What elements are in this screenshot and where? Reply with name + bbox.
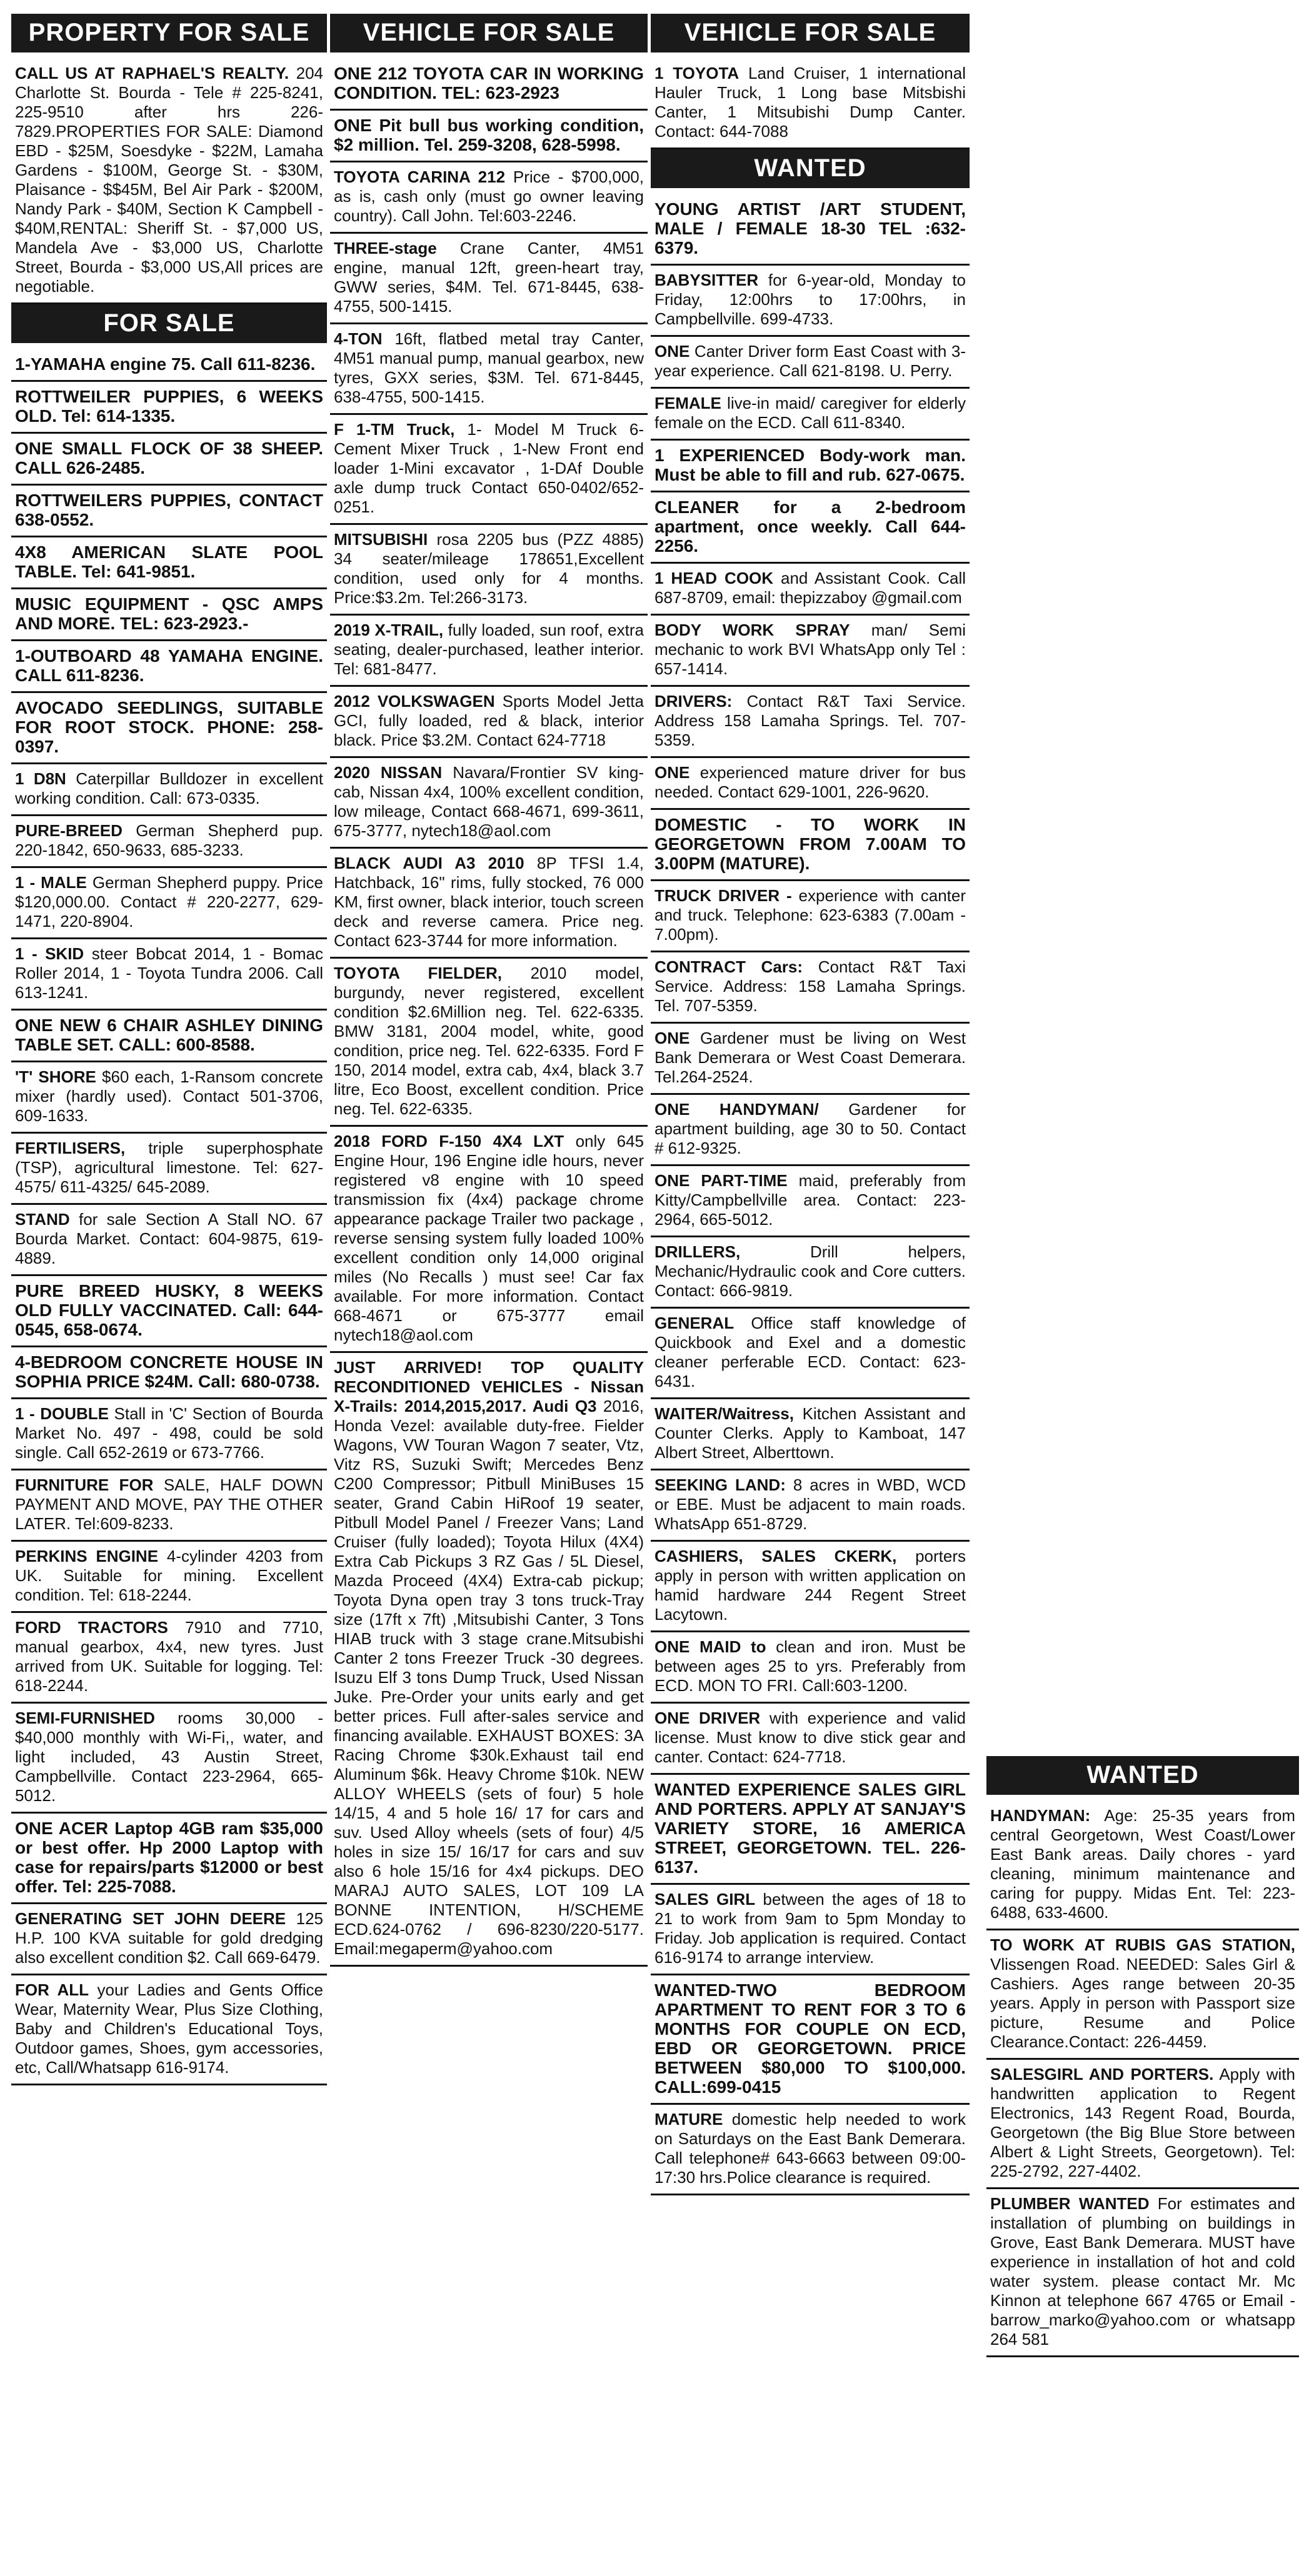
section-header: WANTED [651, 149, 970, 188]
ad-body: Stall in 'C' Section of Bourda Market No. 497 - 498, could be sold single. Call 652-2619 or 673-7766. [15, 1404, 323, 1462]
ad-body: Gardener for apartment building, age 30 to 50. Contact # 612-9325. [654, 1100, 966, 1157]
ad-lead: BODY WORK SPRAY [654, 621, 850, 639]
section-header: PROPERTY FOR SALE [11, 14, 327, 52]
ad-lead: 1 TOYOTA [654, 64, 740, 82]
classified-ad [651, 616, 970, 687]
classified-ad [11, 537, 327, 589]
classified-ad [11, 349, 327, 382]
section-header: VEHICLE FOR SALE [651, 14, 970, 52]
ad-lead: FOR ALL [15, 1980, 89, 1999]
classified-ad [330, 525, 648, 616]
ad-body: your Ladies and Gents Office Wear, Maternity Wear, Plus Size Clothing, Baby and Children's Educational Toys, Outdoor games, Shoes, gym accessories, etc, Call/Whatsapp 616-9174. [15, 1980, 323, 2077]
ad-lead: 4X8 AMERICAN SLATE POOL TABLE. Tel: 641-9851. [15, 542, 323, 581]
ad-lead: TOYOTA CARINA 212 [334, 167, 506, 186]
classified-ad [11, 434, 327, 486]
ad-lead: THREE-stage [334, 239, 437, 257]
ad-lead: 2018 FORD F-150 4X4 LXT [334, 1132, 564, 1151]
classified-ad [651, 1704, 970, 1775]
classified-ad [330, 59, 648, 111]
ad-body: Drill helpers, Mechanic/Hydraulic cook and Core cutters. Contact: 666-9819. [654, 1242, 966, 1300]
ad-lead: 1 - MALE [15, 873, 87, 892]
ad-lead: 1-YAMAHA engine 75. Call 611-8236. [15, 354, 316, 374]
ad-lead: ONE [654, 1029, 690, 1047]
classified-ad [651, 337, 970, 389]
ad-body: Canter Driver form East Coast with 3-year experience. Call 621-8198. U. Perry. [654, 342, 966, 380]
ad-lead: TOYOTA FIELDER, [334, 964, 502, 982]
ad-lead: ONE SMALL FLOCK OF 38 SHEEP. CALL 626-2485. [15, 439, 323, 477]
classified-ad [330, 616, 648, 687]
ad-lead: 4-TON [334, 329, 383, 348]
ad-body: man/ Semi mechanic to work BVI WhatsApp only Tel : 657-1414. [654, 621, 966, 678]
classified-ad [11, 1276, 327, 1347]
ad-lead: SEMI-FURNISHED [15, 1709, 155, 1727]
ad-body: Apply with handwritten application to Regent Electronics, 143 Regent Road, Bourda, Georgetown (the Big Blue Store between Albert & Light Streets, Georgetown). Tel: 225-2792, 227-4402. [990, 2065, 1295, 2180]
ad-body: 16ft, flatbed metal tray Canter, 4M51 manual pump, manual gearbox, new tyres, GXX series, $3M. Tel. 671-8445, 638-4755, 500-1415. [334, 329, 644, 406]
ad-lead: CLEANER for a 2-bedroom apartment, once weekly. Call 644-2256. [654, 497, 966, 556]
ad-body: domestic help needed to work on Saturdays on the East Bank Demerara. Call telephone# 643-6663 between 09:00-17:30 hrs.Police clearance is required. [654, 2110, 966, 2187]
ad-lead: ONE [654, 763, 690, 782]
ad-body: and Assistant Cook. Call 687-8709, email: thepizzaboy @gmail.com [654, 569, 966, 607]
ad-lead: F 1-TM Truck, [334, 420, 455, 439]
ad-lead: 2019 X-TRAIL, [334, 621, 444, 639]
ad-body: experience with canter and truck. Telephone: 623-6383 (7.00am - 7.00pm). [654, 886, 966, 944]
ad-body: 7910 and 7710, manual gearbox, 4x4, new tyres. Just arrived from UK. Suitable for logging. Tel: 618-2244. [15, 1618, 323, 1695]
ad-lead: WANTED EXPERIENCE SALES GIRL AND PORTERS. APPLY AT SANJAY'S VARIETY STORE, 16 AMERICA STREET, GEORGETOWN. TEL. 226-6137. [654, 1780, 966, 1877]
ad-lead: BLACK AUDI A3 2010 [334, 854, 524, 872]
ad-body: 4-cylinder 4203 from UK. Suitable for mining. Excellent condition. Tel: 618-2244. [15, 1547, 323, 1604]
ad-body: Land Cruiser, 1 international Hauler Truck, 1 Long base Mitsbishi Canter, 1 Mitsubishi Dump Canter. Contact: 644-7088 [654, 64, 966, 141]
ad-lead: ONE DRIVER [654, 1709, 761, 1727]
ad-lead: SALESGIRL AND PORTERS. [990, 2065, 1214, 2084]
classified-ad [11, 641, 327, 693]
classified-ad [11, 59, 327, 304]
ad-lead: MITSUBISHI [334, 530, 428, 549]
classified-ad [651, 1885, 970, 1975]
ad-lead: STAND [15, 1210, 70, 1229]
classified-ad [330, 162, 648, 234]
ad-body: German Shepherd puppy. Price $120,000.00. Contact # 220-2277, 629-1471, 220-8904. [15, 873, 323, 931]
ad-lead: MUSIC EQUIPMENT - QSC AMPS AND MORE. TEL: 623-2923.- [15, 594, 323, 633]
classified-ad [651, 1975, 970, 2105]
classified-ad [330, 1353, 648, 1967]
ad-body: fully loaded, sun roof, extra seating, dealer-purchased, leather interior. Tel: 681-8477. [334, 621, 644, 678]
ad-body: for sale Section A Stall NO. 67 Bourda Market. Contact: 604-9875, 619-4889. [15, 1210, 324, 1267]
ad-body: Office staff knowledge of Quickbook and Exel and a domestic cleaner perferable ECD. Contact: 623-6431. [654, 1314, 966, 1390]
classified-ad [11, 589, 327, 641]
ad-lead: ONE HANDYMAN/ [654, 1100, 819, 1119]
ad-lead: 1 D8N [15, 769, 66, 788]
ad-body: 8 acres in WBD, WCD or EBE. Must be adjacent to main roads. WhatsApp 651-8729. [654, 1475, 966, 1533]
classified-ad [11, 1011, 327, 1062]
ad-lead: CALL US AT RAPHAEL'S REALTY. [15, 64, 289, 82]
ad-lead: ONE Pit bull bus working condition, $2 million. Tel. 259-3208, 628-5998. [334, 116, 644, 154]
ad-lead: PERKINS ENGINE [15, 1547, 159, 1565]
ad-lead: 1-OUTBOARD 48 YAMAHA ENGINE. CALL 611-8236. [15, 646, 323, 685]
classified-ad [330, 234, 648, 324]
ad-body: Contact R&T Taxi Service. Address 158 Lamaha Springs. Tel. 707-5359. [654, 692, 966, 749]
ad-lead: FEMALE [654, 394, 721, 412]
classified-ad [986, 1930, 1299, 2060]
ad-body: maid, preferably from Kitty/Campbellville area. Contact: 223-2964, 665-5012. [654, 1171, 966, 1229]
classified-ad [651, 1024, 970, 1095]
ad-body: Kitchen Assistant and Counter Clerks. Apply to Kamboat, 147 Albert Street, Alberttown. [654, 1404, 966, 1462]
classified-ad [651, 389, 970, 441]
ad-body: Price - $700,000, as is, cash only (must go owner leaving country). Call John. Tel:603-2246. [334, 167, 644, 225]
classified-ad [651, 266, 970, 337]
classified-ad [330, 324, 648, 415]
classified-ad [651, 1542, 970, 1632]
ad-lead: PURE BREED HUSKY, 8 WEEKS OLD FULLY VACCINATED. Call: 644-0545, 658-0674. [15, 1281, 323, 1339]
ad-lead: FORD TRACTORS [15, 1618, 168, 1637]
ad-body: experienced mature driver for bus needed. Contact 629-1001, 226-9620. [654, 763, 966, 801]
ad-body: 8P TFSI 1.4, Hatchback, 16" rims, fully stocked, 76 000 KM, first owner, black interior, touch screen deck and reverse camera. Price neg. Contact 623-3744 for more information. [334, 854, 644, 950]
classified-ad [330, 849, 648, 959]
ad-body: 2016, Honda Vezel: available duty-free. Fielder Wagons, VW Touran Wagon 7 seater, Vtz, Vitz RS, Suzuki Swift; Mercedes Benz C200 Compressor; Pitbull MiniBuses 15 seater, Grand Cabin HiRoof 19 seater, Pitbull Model Panel / Freezer Vans; Land Cruiser (fully loaded); Toyota Hilux (4X4) Extra Cab Pickups 3 RZ Gas / 5L Diesel, Mazda Proceed (4X4) Extra-cab pickup; Toyota Dyna open tray 3 tons truck-Tray size (17ft x 7ft) ,Mitsubishi Canter, 3 Tons HIAB truck with 3 stage crane.Mitsubishi Canter 2 tons Freezer Truck -30 degrees. Isuzu Elf 3 tons Dump Truck, Used Nissan Juke. Pre-Order your units early and get better prices. Full after-sales service and financing available. EXHAUST BOXES: 3A Racing Chrome $30k.Exhaust tail end Aluminum $6k. Heavy Chrome $10k. NEW ALLOY WHEELS (sets of four) 5 hole 14/15, 4 and 5 hole 16/ 17 for cars and suv. Used Alloy wheels (sets of four) 4/5 holes in size 15/ 16/17 for cars and suv also 6 hole 15/16 for 4x4 pickups. DEO MARAJ AUTO SALES, LOT 109 LA BONNE INTENTION, H/SCHEME ECD.624-0762 / 696-8230/220-5177. Email:megaperm@yahoo.com [334, 1397, 644, 1958]
ad-lead: SEEKING LAND: [654, 1475, 786, 1494]
ad-body: German Shepherd pup. 220-1842, 650-9633, 685-3233. [15, 821, 323, 859]
ad-lead: BABYSITTER [654, 271, 759, 289]
classified-ad [11, 1399, 327, 1470]
classified-ad [11, 1347, 327, 1399]
ad-body: rooms 30,000 - $40,000 monthly with Wi-Fi,, water, and light included, 43 Austin Street, Campbellville. Contact 223-2964, 665-5012. [15, 1709, 323, 1805]
column-3 [651, 14, 970, 2195]
classified-ad [651, 1095, 970, 1166]
ad-body: Contact R&T Taxi Service. Address: 158 Lamaha Springs. Tel. 707-5359. [654, 957, 966, 1015]
classified-ad [651, 1166, 970, 1237]
classified-ad [11, 868, 327, 939]
classified-ad [651, 758, 970, 810]
classified-ad [11, 939, 327, 1011]
classified-ad [330, 687, 648, 758]
ad-lead: 1 - SKID [15, 944, 84, 963]
ad-body: Vlissengen Road. NEEDED: Sales Girl & Cashiers. Ages range between 20-35 years. Apply in person with Passport size picture, Resume and Police Clearance.Contact: 226-4459. [990, 1955, 1295, 2051]
classified-ad [330, 1127, 648, 1353]
classified-ad [11, 486, 327, 537]
ad-body: Caterpillar Bulldozer in excellent working condition. Call: 673-0335. [15, 769, 323, 807]
classified-ad [651, 1237, 970, 1309]
section-header: WANTED [986, 1756, 1299, 1795]
classified-ad [11, 1134, 327, 1205]
classified-ad [651, 1632, 970, 1704]
ad-lead: 1 EXPERIENCED Body-work man. Must be able to fill and rub. 627-0675. [654, 446, 966, 484]
classified-ad [986, 2060, 1299, 2189]
ad-lead: PURE-BREED [15, 821, 123, 840]
classified-ad [651, 952, 970, 1024]
classified-ad [11, 1704, 327, 1814]
ad-lead: GENERATING SET JOHN DEERE [15, 1909, 286, 1928]
classified-ad [11, 1542, 327, 1613]
ad-body: for 6-year-old, Monday to Friday, 12:00hrs to 17:00hrs, in Campbellville. 699-4733. [654, 271, 966, 328]
classified-ad [651, 194, 970, 266]
classified-ad [651, 59, 970, 149]
ad-body: Age: 25-35 years from central Georgetown, West Coast/Lower East Bank areas. Daily chores - yard cleaning, minimum maintenance and caring for puppy. Midas Ent. Tel: 223-6488, 633-4600. [990, 1806, 1295, 1922]
ad-lead: JUST ARRIVED! TOP QUALITY RECONDITIONED VEHICLES - Nissan X-Trails: 2014,2015,2017. Audi Q3 [334, 1358, 644, 1415]
ad-body: 204 Charlotte St. Bourda - Tele # 225-8241, 225-9510 after hrs 226-7829.PROPERTIES FOR SALE: Diamond EBD - $25M, Soesdyke - $22M, Lamaha Gardens - $100M, George St. - $30M, Plaisance - $$45M, Bel Air Park - $200M, Nandy Park - $40M, Section K Campbell - $40M,RENTAL: Sheriff St. - $7,000 US, Mandela Ave - $3,000 US, Charlotte Street, Bourda - $3,000 US,All prices are negotiable. [15, 64, 323, 296]
ad-body: $60 each, 1-Ransom concrete mixer (hardly used). Contact 501-3706, 609-1633. [15, 1067, 324, 1125]
ad-lead: ONE [654, 342, 690, 361]
ad-lead: WANTED-TWO BEDROOM APARTMENT TO RENT FOR 3 TO 6 MONTHS FOR COUPLE ON ECD, EBD OR GEORGETOWN. PRICE BETWEEN $80,000 TO $100,000. CALL:699-0415 [654, 1980, 966, 2097]
classified-ad [651, 441, 970, 492]
ad-lead: CONTRACT Cars: [654, 957, 803, 976]
ad-lead: GENERAL [654, 1314, 735, 1332]
ad-lead: ONE ACER Laptop 4GB ram $35,000 or best offer. Hp 2000 Laptop with case for repairs/parts $12000 or best offer. Tel: 225-7088. [15, 1819, 323, 1896]
ad-body: SALE, HALF DOWN PAYMENT AND MOVE, PAY THE OTHER LATER. Tel:609-8233. [15, 1475, 323, 1533]
classified-ad [330, 959, 648, 1127]
ad-lead: SALES GIRL [654, 1890, 756, 1909]
classified-ad [11, 1470, 327, 1542]
classified-ad [11, 1205, 327, 1276]
classified-ad [651, 1470, 970, 1542]
ad-lead: HANDYMAN: [990, 1806, 1091, 1825]
classified-ad [651, 2105, 970, 2195]
ad-body: live-in maid/ caregiver for elderly female on the ECD. Call 611-8340. [654, 394, 966, 432]
ad-body: porters apply in person with written application on hamid hardware 244 Regent Street Lacytown. [654, 1547, 966, 1624]
classified-ad [330, 758, 648, 849]
ad-lead: MATURE [654, 2110, 723, 2129]
ad-body: between the ages of 18 to 21 to work from 9am to 5pm Monday to Friday. Job application is required. Contact 616-9174 to arrange interview. [654, 1890, 966, 1967]
column-2 [330, 14, 648, 1967]
classified-ad [11, 764, 327, 816]
ad-body: 125 H.P. 100 KVA suitable for gold dredging also excellent condition $2. Call 669-6479. [15, 1909, 323, 1967]
ad-lead: 1 HEAD COOK [654, 569, 774, 587]
ad-lead: YOUNG ARTIST /ART STUDENT, MALE / FEMALE 18-30 TEL :632-6379. [654, 199, 966, 257]
ad-lead: FERTILISERS, [15, 1139, 126, 1157]
ad-lead: 4-BEDROOM CONCRETE HOUSE IN SOPHIA PRICE $24M. Call: 680-0738. [15, 1352, 323, 1391]
ad-lead: 2012 VOLKSWAGEN [334, 692, 495, 711]
ad-lead: ROTTWEILERS PUPPIES, CONTACT 638-0552. [15, 491, 323, 529]
classified-ad [11, 1975, 327, 2085]
ad-lead: ROTTWEILER PUPPIES, 6 WEEKS OLD. Tel: 614-1335. [15, 387, 323, 426]
classified-ad [11, 1613, 327, 1704]
ad-lead: ONE 212 TOYOTA CAR IN WORKING CONDITION. TEL: 623-2923 [334, 64, 644, 102]
classified-ad [11, 1814, 327, 1904]
ad-lead: DOMESTIC - TO WORK IN GEORGETOWN FROM 7.00AM TO 3.00PM (MATURE). [654, 815, 966, 873]
ad-body: Crane Canter, 4M51 engine, manual 12ft, green-heart tray, GWW series, $4M. Tel. 671-8445, 638-4755, 500-1415. [334, 239, 644, 316]
column-1 [11, 14, 327, 2085]
ad-body: For estimates and installation of plumbing on buildings in Grove, East Bank Demerara. MUST have experience in installation of hot and cold water system. please contact Mr. Mc Kinnon at telephone 667 4765 or Email - barrow_marko@yahoo.com or whatsapp 264 581 [990, 2194, 1296, 2349]
classified-ad [11, 1904, 327, 1975]
classified-ad [651, 1399, 970, 1470]
ad-body: steer Bobcat 2014, 1 - Bomac Roller 2014, 1 - Toyota Tundra 2006. Call 613-1241. [15, 944, 324, 1002]
classified-ad [330, 415, 648, 525]
ad-lead: TRUCK DRIVER - [654, 886, 792, 905]
ad-body: rosa 2205 bus (PZZ 4885) 34 seater/mileage 178651,Excellent condition, used only for 4 months. Price:$3.2m. Tel:266-3173. [334, 530, 644, 607]
ad-lead: AVOCADO SEEDLINGS, SUITABLE FOR ROOT STOCK. PHONE: 258-0397. [15, 698, 323, 756]
classified-ad [651, 1309, 970, 1399]
ad-lead: DRIVERS: [654, 692, 733, 711]
ad-body: Sports Model Jetta GCI, fully loaded, red & black, interior black. Price $3.2M. Contact 624-7718 [334, 692, 644, 749]
ad-body: with experience and valid license. Must know to dive stick gear and canter. Contact: 624-7718. [654, 1709, 966, 1766]
ad-body: clean and iron. Must be between ages 25 to yrs. Preferably from ECD. MON TO FRI. Call:603-1200. [654, 1637, 966, 1695]
classified-ad [651, 564, 970, 616]
ad-lead: 'T' SHORE [15, 1067, 96, 1086]
ad-lead: ONE PART-TIME [654, 1171, 788, 1190]
classified-ad [651, 687, 970, 758]
ad-lead: PLUMBER WANTED [990, 2194, 1150, 2213]
ad-lead: TO WORK AT RUBIS GAS STATION, [990, 1935, 1295, 1954]
column-4 [986, 1756, 1299, 2357]
ad-lead: WAITER/Waitress, [654, 1404, 794, 1423]
classified-ad [651, 492, 970, 564]
ad-lead: 1 - DOUBLE [15, 1404, 109, 1423]
classified-ad [651, 881, 970, 952]
classified-ad [986, 2189, 1299, 2357]
classified-ad [986, 1801, 1299, 1930]
ad-lead: DRILLERS, [654, 1242, 741, 1261]
classified-ad [11, 382, 327, 434]
section-header: FOR SALE [11, 304, 327, 343]
ad-body: triple superphosphate (TSP), agricultural limestone. Tel: 627-4575/ 611-4325/ 645-2089. [15, 1139, 323, 1196]
classified-ad [330, 111, 648, 162]
ad-lead: CASHIERS, SALES CKERK, [654, 1547, 897, 1565]
ad-body: Gardener must be living on West Bank Demerara or West Coast Demerara. Tel.264-2524. [654, 1029, 966, 1086]
ad-lead: FURNITURE FOR [15, 1475, 154, 1494]
ad-body: 2010 model, burgundy, never registered, excellent condition $2.6Million neg. Tel. 622-6335. BMW 3181, 2004 model, white, good condition, price neg. Tel. 622-6335. Ford F 150, 2014 model, extra cab, 4x4, black 3.7 litre, Eco Boost, excellent condition. Price neg. Tel. 622-6335. [334, 964, 644, 1118]
classified-ad [651, 1775, 970, 1885]
ad-lead: ONE MAID to [654, 1637, 766, 1656]
ad-body: Navara/Frontier SV king-cab, Nissan 4x4, 100% excellent condition, low mileage, Contact 668-4671, 699-3611, 675-3777, nytech18@aol.com [334, 763, 644, 840]
classified-ad [11, 1062, 327, 1134]
classified-ad [651, 810, 970, 881]
ad-body: only 645 Engine Hour, 196 Engine idle hours, never registered v8 engine with 10 speed transmission fix (4x4) package chrome appearance package Trailer two package , reverse sensing system fully loaded 100% excellent condition only 14,000 original miles (No Recalls ) must see! Car fax available. For more information. Contact 668-4671 or 675-3777 email nytech18@aol.com [334, 1132, 644, 1344]
section-header: VEHICLE FOR SALE [330, 14, 648, 52]
ad-lead: 2020 NISSAN [334, 763, 443, 782]
ad-body: 1- Model M Truck 6-Cement Mixer Truck , 1-New Front end loader 1-Mini excavator , 1-DAf Double axle dump truck Contact 650-0402/652-0251. [334, 420, 644, 516]
classified-ad [11, 816, 327, 868]
classified-ad [11, 693, 327, 764]
ad-lead: ONE NEW 6 CHAIR ASHLEY DINING TABLE SET. CALL: 600-8588. [15, 1016, 323, 1054]
